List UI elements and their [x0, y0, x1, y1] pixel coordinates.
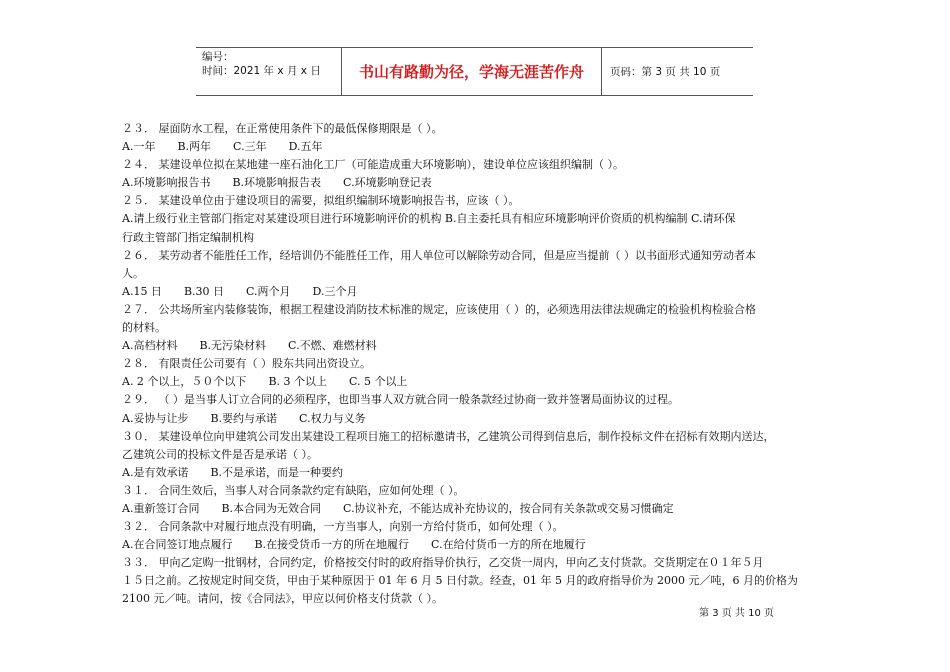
answer-option: D.三个月: [312, 284, 358, 298]
answer-option: A. 2 个以上，５０个以下: [122, 375, 247, 389]
question-text-line: ２６． 某劳动者不能胜任工作，经培训仍不能胜任工作，用人单位可以解除劳动合同，但是应当提前（ ）以书面形式通知劳动者本: [122, 248, 756, 262]
page-footer: 第 3 页 共 10 页: [699, 608, 774, 619]
answer-option: B. 3 个以上: [268, 375, 328, 389]
question-text-line: 行政主管部门指定编制机构: [122, 230, 254, 244]
answer-option: B.不是承诺，而是一种要约: [210, 465, 344, 479]
question-content: [122, 120, 830, 609]
question-text-line: ３２． 合同条款中对履行地点没有明确，一方当事人，向别一方给付货币，如何处理（ ）。: [122, 520, 564, 534]
answer-option: A.环境影响报告书: [122, 176, 211, 190]
answer-option: C.协议补充，不能达成补充协议的，按合同有关条款或交易习惯确定: [343, 501, 674, 515]
answer-options: [122, 138, 830, 156]
answer-option: A.15 日: [122, 284, 162, 298]
answer-option: B.两年: [177, 140, 212, 154]
answer-option: C.三年: [233, 140, 267, 154]
answer-option: B.无污染材料: [199, 339, 267, 353]
answer-option: C.环境影响登记表: [343, 176, 432, 190]
question-text-line: 乙建筑公司的投标文件是否是承诺（ ）。: [122, 447, 318, 461]
answer-option: A.妥协与让步: [122, 411, 189, 425]
answer-option: A.是有效承诺: [122, 465, 189, 479]
question-text-line: ２５． 某建设单位由于建设项目的需要，拟组织编制环境影响报告书，应该（ ）。: [122, 194, 520, 208]
answer-option: A.重新签订合同: [122, 501, 200, 515]
question-text-line: ３１． 合同生效后，当事人对合同条款约定有缺陷，应如何处理（ ）。: [122, 483, 465, 497]
answer-options: [122, 500, 830, 518]
answer-options: [122, 464, 830, 482]
answer-option: C.在给付货币一方的所在地履行: [431, 538, 586, 552]
answer-options: [122, 536, 830, 554]
answer-option: D.五年: [288, 140, 323, 154]
answer-option: C.不燃、难燃材料: [288, 339, 377, 353]
question-text-line: ２３． 屋面防水工程，在正常使用条件下的最低保修期限是（ ）。: [122, 122, 443, 135]
answer-option: C.权力与义务: [299, 411, 366, 425]
answer-option: B.环境影响报告表: [232, 176, 322, 190]
answer-option: B.本合同为无效合同: [221, 501, 322, 515]
answer-option: B.30 日: [183, 284, 225, 298]
time-label: 时间：2021 年 x 月 x 日: [202, 65, 321, 77]
question-text-line: ３０． 某建设单位向甲建筑公司发出某建设工程项目施工的招标邀请书，乙建筑公司得到信息后，制作投标文件在招标有效期内送达，: [122, 429, 775, 443]
answer-option: B.在接受货币一方的所在地履行: [254, 538, 410, 552]
answer-option: B.要约与承诺: [210, 411, 278, 425]
question-text-line: 的材料。: [122, 321, 166, 335]
answer-options: [122, 373, 830, 391]
question-text-line: 2100 元／吨。请问，按《合同法》，甲应以何价格支付货款（ ）。: [122, 592, 443, 606]
question-text-line: ２９． （ ）是当事人订立合同的必须程序，也即当事人双方就合同一般条款经过协商一致并签署局面协议的过程。: [122, 393, 679, 407]
answer-option: C.两个月: [246, 284, 291, 298]
question-text-line: ２８． 有限责任公司要有（ ）股东共同出资设立。: [122, 357, 371, 371]
question-text-line: ２７． 公共场所室内装修装饰，根据工程建设消防技术标准的规定，应该使用（ ）的，必须选用法律法规确定的检验机构检验合格: [122, 302, 756, 316]
question-text-line: 人。: [122, 266, 144, 280]
answer-option: C. 5 个以上: [349, 375, 408, 389]
answer-options: [122, 174, 830, 192]
answer-option: A.在合同签订地点履行: [122, 538, 233, 552]
question-text-line: ３３． 甲向乙定购一批钢材，合同约定，价格按交付时的政府指导价执行，乙交货一周内，甲向乙支付货款。交货期定在０１年５月: [122, 556, 764, 570]
answer-options: [122, 283, 830, 301]
question-text-line: ２４． 某建设单位拟在某地建一座石油化工厂（可能造成重大环境影响），建设单位应该组织编制（ ）。: [122, 158, 624, 172]
question-text-line: A.请上级行业主管部门指定对某建设项目进行环境影响评价的机构 B.自主委托具有相应环境影响评价资质的机构编制 C.请环保: [122, 212, 736, 226]
answer-option: A.高档材料: [122, 339, 178, 353]
question-text-line: １５日之前。乙按规定时间交货，甲由于某种原因于 01 年 6 月 5 日付款。经查，01 年 5 月的政府指导价为 2000 元／吨，6 月的价格为: [122, 574, 798, 588]
page-header: [196, 47, 753, 96]
header-page-label: 页码：第 3 页 共 10 页: [610, 66, 721, 78]
header-meta: [196, 48, 342, 95]
answer-option: A.一年: [122, 140, 156, 154]
number-label: 编号：: [202, 51, 234, 63]
answer-options: [122, 410, 830, 428]
header-motto: 书山有路勤为径，学海无涯苦作舟: [342, 48, 602, 95]
answer-options: [122, 337, 830, 355]
